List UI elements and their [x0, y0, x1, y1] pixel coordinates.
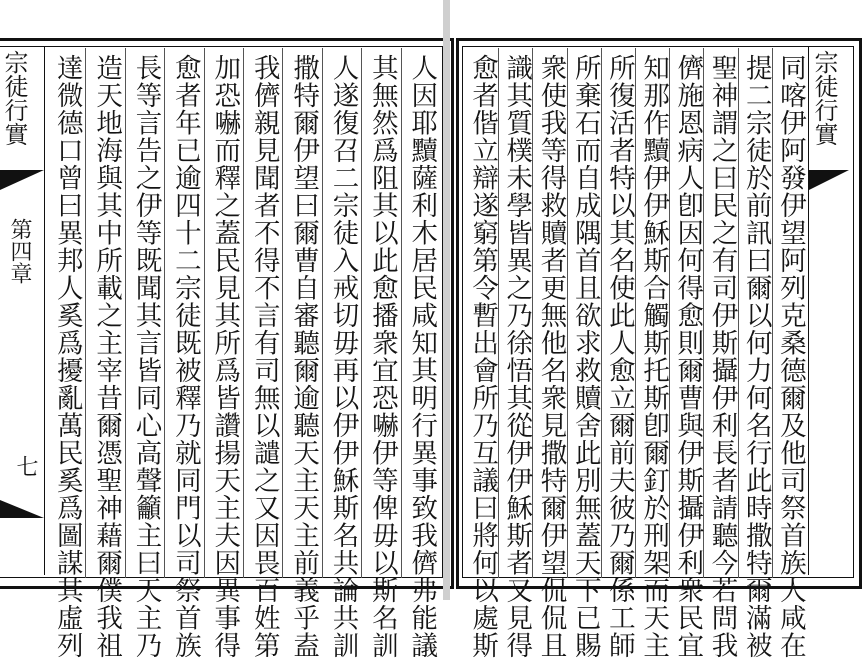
right-fish-tail-top	[809, 170, 849, 190]
left-fish-tail-top	[0, 170, 44, 190]
left-fish-tail-bottom	[0, 500, 44, 518]
column-rule	[85, 48, 86, 578]
text-column: 加恐嚇而釋之蓋民見其所爲皆讚揚天主夫因異事得	[209, 54, 241, 659]
column-rule	[361, 48, 362, 578]
text-column: 人因耶黷薩利木居民咸知其明行異事致我儕弗能議	[406, 54, 438, 659]
text-column: 人遂復召二宗徒入戒切毋再以伊伊穌斯名共論共訓	[327, 54, 359, 659]
text-column: 所復活者特以其名使此人愈立爾前夫彼乃爾係工師	[603, 54, 635, 659]
text-column: 儕施恩病人卽因何得愈則爾曹與伊斯攝伊利衆民宜	[672, 54, 704, 659]
column-rule	[498, 48, 499, 578]
column-rule	[282, 48, 283, 578]
text-column: 知那作黷伊伊穌斯合觸斯托斯卽爾釘於刑架而天主	[638, 54, 670, 659]
page-gutter	[443, 0, 450, 600]
column-rule	[635, 48, 636, 578]
column-rule	[243, 48, 244, 578]
page-number: 七	[13, 455, 38, 477]
text-column: 聖神謂之曰民之有司伊斯攝伊利長者請聽今若問我	[706, 54, 738, 659]
left-spine-line	[44, 47, 45, 575]
right-page	[452, 0, 849, 659]
text-column: 衆使我等得救贖者更無他名衆見撒特爾伊望侃侃且	[535, 54, 567, 659]
text-column: 愈者偕立辯遂窮第令暫出會所乃互議曰將何以處斯	[467, 54, 499, 659]
text-column: 愈者年已逾四十二宗徒既被釋乃就同門以司祭首族	[169, 54, 201, 659]
text-column: 造天地海與其中所載之主宰昔爾憑聖神藉爾僕我祖	[91, 54, 123, 659]
text-column: 長等言告之伊等既聞其言皆同心高聲籲主曰天主乃	[130, 54, 162, 659]
text-column: 提二宗徒於前訊曰爾以何力何名行此時撒特爾滿被	[740, 54, 772, 659]
text-column: 我儕親見聞者不得不言有司無以譴之又因畏百姓第	[248, 54, 280, 659]
left-header-fragment: 宗徒行實	[0, 50, 28, 146]
text-column: 所棄石而自成隅首且欲求救贖舍此別無蓋天下已賜	[569, 54, 601, 659]
column-rule	[204, 48, 205, 578]
text-column: 撒特爾伊望曰爾曹自審聽爾逾聽天主天主前義乎盍	[288, 54, 320, 659]
column-rule	[532, 48, 533, 578]
column-rule	[125, 48, 126, 578]
column-rule	[164, 48, 165, 578]
right-spine-line	[808, 47, 809, 575]
text-column: 達微德口曾曰異邦人奚爲擾亂萬民奚爲圖謀其虛列	[51, 54, 83, 659]
text-column: 同喀伊阿發伊望阿列克桑德爾及他司祭首族人咸在	[774, 54, 806, 659]
column-rule	[401, 48, 402, 578]
right-header-fragment: 宗徒行實	[810, 50, 838, 146]
text-column: 識其質樸未學皆異之乃徐悟其從伊伊穌斯者又見得	[501, 54, 533, 659]
text-column: 其無然爲阻其以此愈播衆宜恐嚇伊等俾毋以斯名訓	[366, 54, 398, 659]
chapter-label: 第四章	[7, 218, 32, 284]
column-rule	[669, 48, 670, 578]
column-rule	[322, 48, 323, 578]
column-rule	[703, 48, 704, 578]
